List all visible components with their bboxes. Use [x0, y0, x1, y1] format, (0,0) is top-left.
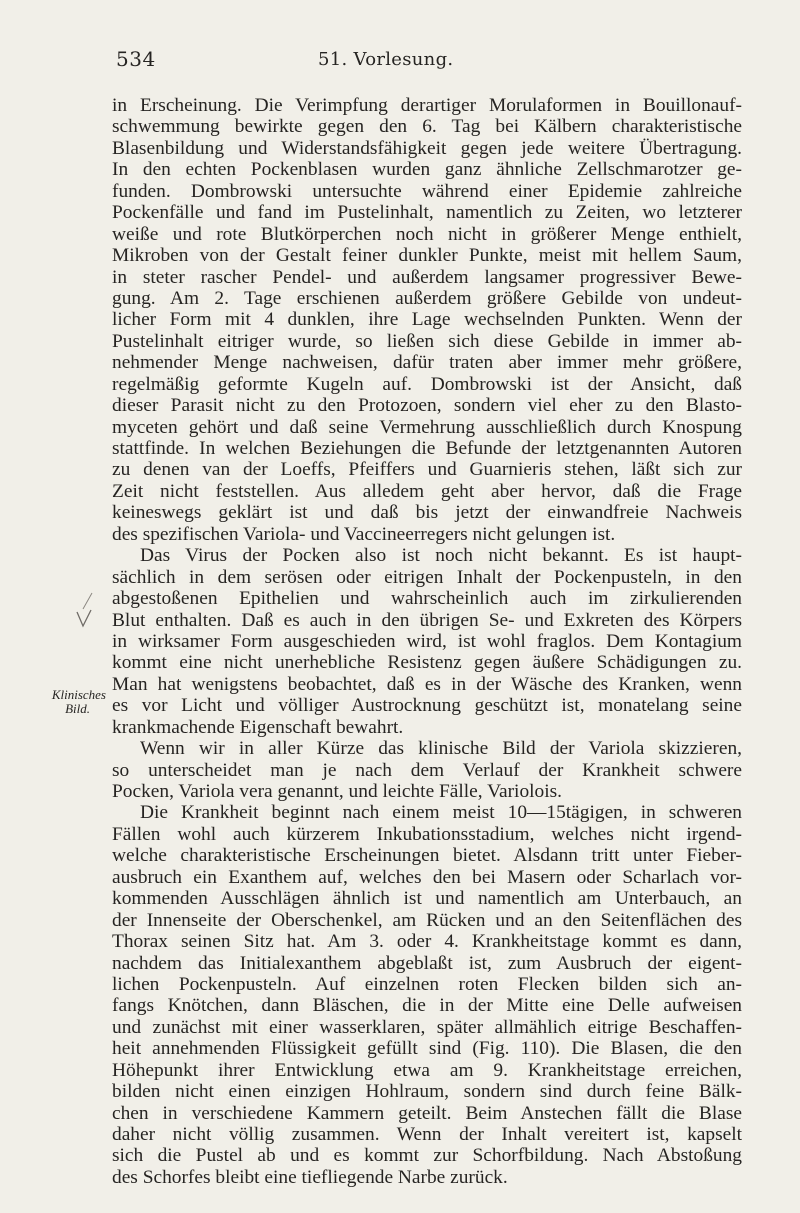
text-line: des spezifischen Variola- und Vaccineerregers nicht gelungen ist.: [112, 523, 616, 545]
text-line: krankmachende Eigenschaft bewahrt.: [112, 716, 404, 738]
text-line: lichen Pockenpusteln. Auf einzelnen roten Flecken bilden sich an-: [112, 973, 742, 995]
text-line: weiße und rote Blutkörperchen noch nicht in größerer Menge enthielt,: [112, 223, 742, 245]
text-line: In den echten Pockenblasen wurden ganz ähnliche Zellschmarotzer ge-: [112, 159, 742, 181]
text-line: regelmäßig geformte Kugeln auf. Dombrowski ist der Ansicht, daß: [112, 373, 742, 395]
text-line: stattfinde. In welchen Beziehungen die Befunde der letztgenannten Autoren: [112, 438, 742, 459]
body-text: [112, 95, 742, 1188]
text-line: in Erscheinung. Die Verimpfung derartiger Morulaformen in Bouillonauf-: [112, 95, 742, 116]
text-line: kommt eine nicht unerhebliche Resistenz gegen äußere Schädigungen zu.: [112, 652, 742, 674]
text-line: der Innenseite der Oberschenkel, am Rücken und an den Seitenflächen des: [112, 909, 742, 931]
text-line: keineswegs geklärt ist und daß bis jetzt der einwandfreie Nachweis: [112, 502, 742, 524]
text-line: Pocken, Variola vera genannt, und leichte Fälle, Variolois.: [112, 781, 562, 802]
text-line: chen in verschiedene Kammern geteilt. Beim Anstechen fällt die Blase: [112, 1102, 742, 1124]
text-line: in steter rascher Pendel- und außerdem langsamer progressiver Bewe-: [112, 266, 742, 288]
text-line: abgestoßenen Epithelien und wahrscheinlich auch im zirkulierenden: [112, 588, 742, 610]
text-line: zu denen van der Loeffs, Pfeiffers und Guarnieris stehen, läßt sich zur: [112, 459, 742, 481]
pencil-check-mark: [76, 608, 92, 628]
margin-note-line: Klinisches: [51, 687, 106, 702]
text-line: Man hat wenigstens beobachtet, daß es in der Wäsche des Kranken, wenn: [112, 673, 742, 695]
text-line: Blasenbildung und Widerstandsfähigkeit gegen jede weitere Übertragung.: [112, 137, 742, 159]
margin-note-clinical-picture: [36, 688, 106, 716]
text-line: Wenn wir in aller Kürze das klinische Bild der Variola skizzieren,: [140, 738, 742, 760]
text-line: Höhepunkt ihrer Entwicklung etwa am 9. Krankheitstage erreichen,: [112, 1059, 742, 1081]
text-line: fangs Knötchen, dann Bläschen, die in der Mitte eine Delle aufweisen: [112, 995, 742, 1017]
text-line: Pockenfälle und fand im Pustelinhalt, namentlich zu Zeiten, wo letzterer: [112, 202, 742, 224]
text-line: kommenden Ausschlägen ähnlich ist und namentlich am Unterbauch, an: [112, 888, 742, 910]
margin-note-line: Bild.: [65, 701, 90, 716]
text-line: Die Krankheit beginnt nach einem meist 10—15tägigen, in schweren: [140, 802, 742, 824]
text-line: daher nicht völlig zusammen. Wenn der Inhalt vereitert ist, kapselt: [112, 1124, 742, 1145]
text-line: in wirksamer Form ausgeschieden wird, ist wohl fraglos. Dem Kontagium: [112, 630, 742, 652]
text-line: schwemmung bewirkte gegen den 6. Tag bei Kälbern charakteristische: [112, 116, 742, 138]
text-line: Thorax seinen Sitz hat. Am 3. oder 4. Krankheitstage kommt es dann,: [112, 931, 742, 953]
text-line: funden. Dombrowski untersuchte während einer Epidemie zahlreiche: [112, 180, 742, 202]
text-line: bilden nicht einen einzigen Hohlraum, sondern sind durch feine Bälk-: [112, 1081, 742, 1103]
text-line: Mikroben von der Gestalt feiner dunkler Punkte, meist mit hellem Saum,: [112, 245, 742, 267]
text-line: nachdem das Initialexanthem abgeblaßt ist, zum Ausbruch der eigent-: [112, 952, 742, 974]
text-line: nehmender Menge nachweisen, dafür traten aber immer mehr größere,: [112, 352, 742, 374]
text-line: ausbruch ein Exanthem auf, welches den bei Masern oder Scharlach vor-: [112, 866, 742, 888]
text-line: dieser Parasit nicht zu den Protozoen, sondern viel eher zu den Blasto-: [112, 395, 742, 417]
text-line: Das Virus der Pocken also ist noch nicht bekannt. Es ist haupt-: [140, 545, 742, 567]
text-line: Zeit nicht feststellen. Aus alledem geht aber hervor, daß die Frage: [112, 480, 742, 502]
text-line: sich die Pustel ab und es kommt zur Schorfbildung. Nach Abstoßung: [112, 1145, 742, 1167]
text-line: und zunächst mit einer wasserklaren, später allmählich eitrige Beschaffen-: [112, 1016, 742, 1038]
text-line: es vor Licht und völliger Austrocknung geschützt ist, monatelang seine: [112, 695, 742, 717]
text-line: myceten gehört und daß seine Vermehrung ausschließlich durch Knospung: [112, 416, 742, 438]
text-line: heit annehmenden Flüssigkeit gefüllt sind (Fig. 110). Die Blasen, die den: [112, 1038, 742, 1060]
text-line: so unterscheidet man je nach dem Verlauf der Krankheit schwere: [112, 759, 742, 781]
page-number: 534: [116, 47, 156, 71]
text-line: Pustelinhalt eitriger wurde, so ließen sich diese Gebilde in immer ab-: [112, 330, 742, 352]
text-line: gung. Am 2. Tage erschienen außerdem größere Gebilde von undeut-: [112, 287, 742, 309]
text-line: welche charakteristische Erscheinungen bietet. Alsdann tritt unter Fieber-: [112, 845, 742, 867]
text-line: Blut enthalten. Daß es auch in den übrigen Se- und Exkreten des Körpers: [112, 609, 742, 631]
text-line: Fällen wohl auch kürzerem Inkubationsstadium, welches nicht irgend-: [112, 823, 742, 845]
text-line: licher Form mit 4 dunklen, ihre Lage wechselnden Punkten. Wenn der: [112, 309, 742, 331]
text-line: des Schorfes bleibt eine tiefliegende Narbe zurück.: [112, 1166, 508, 1188]
text-line: sächlich in dem serösen oder eitrigen Inhalt der Pockenpusteln, in den: [112, 566, 742, 588]
running-head: 51. Vorlesung.: [318, 49, 454, 70]
